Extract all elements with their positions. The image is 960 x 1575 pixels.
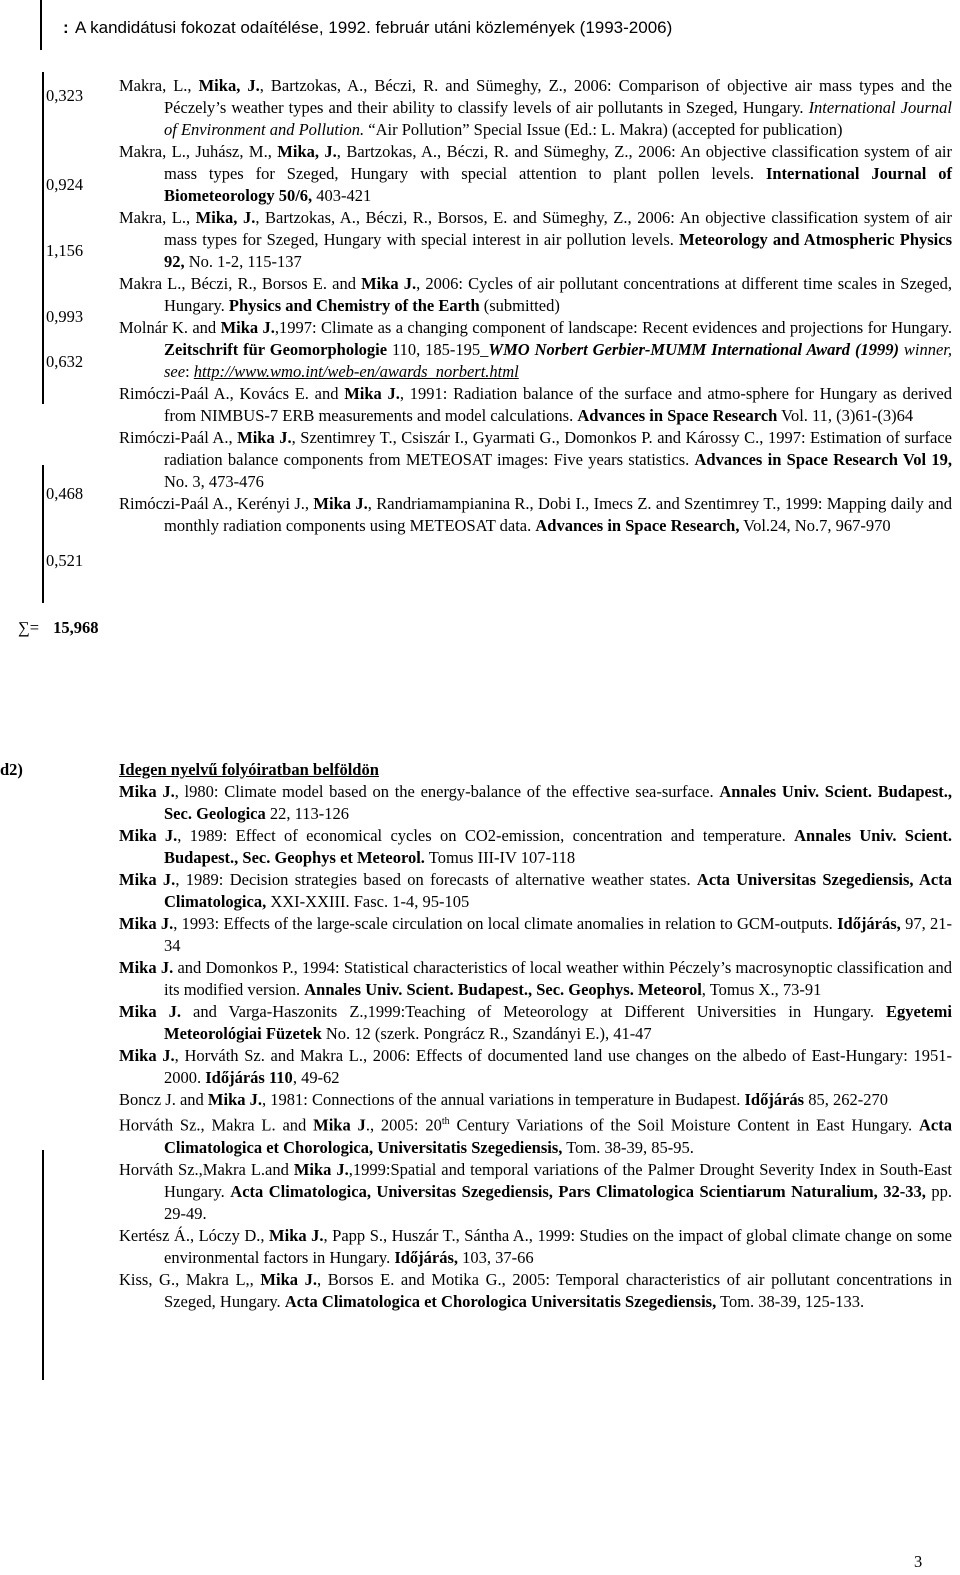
- entry-text: Makra L., Béczi, R., Borsos E. and: [119, 274, 362, 293]
- entry-text: Acta Climatologica, Universitas Szegediensis, Pars Climatologica Scientiarum Naturalium, 32-33,: [230, 1181, 926, 1201]
- entry-text: 403-421: [312, 186, 372, 205]
- entry-text: Mika J.: [361, 274, 417, 293]
- entry-text: ,1997: Climate as a changing component of landscape: Recent evidences and projections for Hungary.: [274, 318, 952, 337]
- entry-text: International Journal of Biometeorology 50/6,: [164, 164, 952, 205]
- entry-text: Meteorology and Atmospheric Physics 92,: [164, 230, 953, 271]
- entry-text: No. 1-2, 115-137: [184, 252, 302, 271]
- entry-text: Horváth Sz.,Makra L.and: [119, 1159, 294, 1179]
- entry-text: Időjárás: [744, 1090, 805, 1109]
- impact-score: 0,632: [46, 352, 84, 371]
- entry-text: Mika J: [313, 1115, 366, 1135]
- entry-text: Mika, J.: [277, 142, 337, 161]
- entry-text: pp. 29-49.: [164, 1181, 953, 1223]
- publication-entry: [119, 383, 952, 427]
- entry-text: 85, 262-270: [804, 1090, 888, 1109]
- publication-entry: [119, 825, 952, 869]
- entry-text: and Varga-Haszonits Z.,1999:Teaching of Meteorology at Different Universities in Hungary.: [180, 1002, 887, 1021]
- entry-text: Molnár K. and: [119, 318, 221, 337]
- section-heading: Idegen nyelvű folyóiratban belföldön: [119, 760, 379, 779]
- entry-text: Mika J.: [119, 958, 174, 977]
- entry-text: Century Variations of the Soil Moisture Content in East Hungary.: [449, 1115, 920, 1135]
- publication-entry: [119, 781, 952, 825]
- entry-text: Annales Univ. Scient. Budapest., Sec. Geophys et Meteorol.: [164, 826, 952, 867]
- score-column-rule-2: [42, 465, 44, 603]
- entry-text: Vol.24, No.7, 967-970: [739, 516, 891, 535]
- sum-symbol: ∑=: [18, 618, 40, 637]
- impact-score: 1,156: [46, 241, 84, 260]
- entry-text: Egyetemi Meteorológiai Füzetek: [164, 1002, 952, 1043]
- entry-text: Mika J.: [119, 1002, 181, 1021]
- entry-text: WMO Norbert Gerbier-MUMM International Award (1999): [488, 340, 899, 359]
- publication-list-b: [119, 781, 952, 1313]
- entry-text: , 49-62: [292, 1068, 340, 1087]
- entry-text: Mika J.: [344, 384, 400, 403]
- publication-entry: [119, 75, 952, 141]
- entry-text: , Bartzokas, A., Béczi, R. and Sümeghy, Z., 2006: Comparison of objective air mass types and the Péczely’s weather types and their ability to classify levels of air pollutants in Szeged, Hungary.: [164, 76, 952, 117]
- publication-entry: [119, 427, 952, 493]
- publication-entry: [119, 1045, 952, 1089]
- entry-text: Mika J.: [119, 826, 178, 845]
- entry-text: , 1993: Effects of the large-scale circulation on local climate anomalies in relation to GCM-outputs.: [173, 914, 838, 933]
- entry-text: (submitted): [479, 296, 560, 315]
- publication-entry: [119, 869, 952, 913]
- entry-text: Mika J.: [260, 1269, 317, 1289]
- entry-text: Mika, J.: [198, 76, 260, 95]
- entry-text: Advances in Space Research Vol 19,: [694, 450, 953, 469]
- entry-text: Mika J.: [269, 1225, 324, 1245]
- publication-entry: [119, 1001, 952, 1045]
- section-label: d2): [0, 760, 23, 779]
- entry-text: Advances in Space Research: [577, 406, 778, 425]
- entry-text: , 1989: Decision strategies based on forecasts of alternative weather states.: [175, 870, 697, 889]
- publication-entry: [119, 1225, 952, 1269]
- entry-text: Rimóczi-Paál A., Kerényi J.,: [119, 494, 314, 513]
- entry-text: Mika J.: [293, 1159, 349, 1179]
- entry-text: th: [441, 1116, 450, 1127]
- entry-text: Mika J.: [119, 914, 174, 933]
- entry-text: , Szentimrey T., Csiszár I., Gyarmati G., Domonkos P. and Károssy C., 1997: Estimation of surface radiation balance components from METEOSAT images: Five years statistics.: [164, 428, 952, 469]
- entry-text: Mika J.: [220, 318, 275, 337]
- publication-entry: [119, 1111, 952, 1159]
- entry-text: Időjárás,: [837, 914, 901, 933]
- entry-text: Makra, L.,: [119, 76, 199, 95]
- publication-entry: [119, 1089, 952, 1111]
- entry-text: , 1991: Radiation balance of the surface and atmo-sphere for Hungary as derived from NIMBUS-7 ERB measurements and model calculations.: [164, 384, 953, 425]
- entry-text: Mika J.: [237, 428, 292, 447]
- entry-text: Mika J.: [207, 1090, 262, 1109]
- entry-text: , Horváth Sz. and Makra L., 2006: Effects of documented land use changes on the albedo of East-Hungary: 1951-2000.: [164, 1046, 952, 1087]
- entry-text: Mika J.: [119, 782, 175, 801]
- entry-text: , Borsos E. and Motika G., 2005: Temporal characteristics of air pollutant concentrations in Szeged, Hungary.: [164, 1269, 952, 1311]
- entry-text: , Tomus X., 73-91: [701, 980, 822, 999]
- entry-text: XXI-XXIII. Fasc. 1-4, 95-105: [266, 892, 470, 911]
- entry-text: 22, 113-126: [265, 804, 349, 823]
- entry-text: :: [185, 362, 194, 381]
- entry-text: 103, 37-66: [458, 1247, 534, 1267]
- entry-text: No. 3, 473-476: [164, 472, 264, 491]
- entry-text: 97, 21-34: [164, 914, 952, 955]
- entries-b-rule: [42, 1150, 44, 1380]
- entry-text: Mika, J.: [195, 208, 256, 227]
- entry-text: Mika J.: [313, 494, 368, 513]
- entry-text: Kertész Á., Lóczy D.,: [119, 1225, 270, 1245]
- entry-text: International Journal of Environment and Pollution.: [164, 98, 953, 139]
- impact-score: 0,924: [46, 175, 84, 194]
- entry-text: Boncz J. and: [119, 1090, 208, 1109]
- publication-entry: [119, 493, 952, 537]
- publication-entry: [119, 1269, 952, 1313]
- publication-entry: [119, 207, 952, 273]
- publication-entry: [119, 1159, 952, 1225]
- entry-text: , Bartzokas, A., Béczi, R., Borsos, E. and Sümeghy, Z., 2006: An objective classification system of air mass types for Szeged, Hungary with special interest in air pollution levels.: [164, 208, 952, 249]
- entry-text: Tom. 38-39, 125-133.: [716, 1291, 865, 1311]
- header-title: A kandidátusi fokozat odaítélése, 1992. február utáni közlemények (1993-2006): [75, 18, 673, 37]
- header: [40, 0, 673, 50]
- entry-text: Makra, L., Juhász, M.,: [119, 142, 278, 161]
- entry-text: Physics and Chemistry of the Earth: [228, 296, 480, 315]
- entry-text: winner, see: [164, 340, 952, 381]
- page-number: 3: [914, 1552, 923, 1571]
- publication-entry: [119, 957, 952, 1001]
- entry-text: Annales Univ. Scient. Budapest., Sec. Geophys. Meteorol: [304, 980, 702, 999]
- entry-text: Mika J.: [119, 1046, 175, 1065]
- impact-score: 0,323: [46, 86, 84, 105]
- entry-text: , Bartzokas, A., Béczi, R. and Sümeghy, Z., 2006: An objective classification system of air mass types for Szeged, Hungary with special attention to plant pollen levels.: [164, 142, 952, 183]
- entry-text: Időjárás 110: [205, 1068, 293, 1087]
- entry-text: , Papp S., Huszár T., Sántha A., 1999: Studies on the impact of global climate change on some environmental factors in Hungary.: [164, 1225, 952, 1267]
- entry-text: Acta Climatologica et Chorologica, Universitatis Szegediensis,: [164, 1115, 952, 1157]
- entry-text: Acta Universitas Szegediensis, Acta Climatologica,: [164, 870, 952, 911]
- publication-entry: [119, 317, 952, 383]
- entry-text: Rimóczi-Paál A., Kovács E. and: [119, 384, 345, 403]
- entry-text[interactable]: http://www.wmo.int/web-en/awards_norbert.html: [193, 362, 519, 381]
- publication-entry: [119, 141, 952, 207]
- entry-text: Vol. 11, (3)61-(3)64: [777, 406, 914, 425]
- entry-text: Annales Univ. Scient. Budapest., Sec. Geologica: [164, 782, 953, 823]
- impact-sum: [18, 618, 98, 638]
- entry-text: Horváth Sz., Makra L. and: [119, 1115, 314, 1135]
- entry-text: Kiss, G., Makra L,,: [119, 1269, 261, 1289]
- entry-text: Acta Climatologica et Chorologica Universitatis Szegediensis,: [284, 1291, 717, 1311]
- publication-entry: [119, 913, 952, 957]
- entry-text: ,1999:Spatial and temporal variations of the Palmer Drought Severity Index in South-East Hungary.: [164, 1159, 952, 1201]
- impact-score: 0,468: [46, 484, 84, 503]
- score-column-rule-1: [42, 72, 44, 404]
- entry-text: , 2006: Cycles of air pollutant concentrations at different time scales in Szeged, Hungary.: [164, 274, 953, 315]
- entry-text: , 1989: Effect of economical cycles on CO2-emission, concentration and temperature.: [177, 826, 795, 845]
- entry-text: and Domonkos P., 1994: Statistical characteristics of local weather within Péczely’s macrosynoptic classification and its modified version.: [164, 958, 952, 999]
- entry-text: Zeitschrift für Geomorphologie: [164, 340, 388, 359]
- entry-text: ., 2005: 20: [365, 1115, 442, 1135]
- header-colon: :: [63, 18, 69, 37]
- entry-text: Tom. 38-39, 85-95.: [562, 1137, 694, 1157]
- impact-score: 0,993: [46, 307, 84, 326]
- entry-text: Advances in Space Research,: [535, 516, 740, 535]
- entry-text: Rimóczi-Paál A.,: [119, 428, 238, 447]
- entry-text: Mika J.: [119, 870, 176, 889]
- sum-value: 15,968: [53, 618, 99, 637]
- publication-entry: [119, 273, 952, 317]
- publication-list-a: [119, 75, 952, 537]
- entry-text: Makra, L.,: [119, 208, 196, 227]
- entry-text: Időjárás,: [394, 1247, 459, 1267]
- entry-text: Tomus III-IV 107-118: [424, 848, 576, 867]
- entry-text: , Randriamampianina R., Dobi I., Imecs Z. and Szentimrey T., 1999: Mapping daily and monthly radiation components using METEOSAT data.: [164, 494, 952, 535]
- entry-text: “Air Pollution” Special Issue (Ed.: L. Makra) (accepted for publication): [364, 120, 843, 139]
- entry-text: , l980: Climate model based on the energy-balance of the effective sea-surface.: [174, 782, 720, 801]
- entry-text: No. 12 (szerk. Pongrácz R., Szandányi E.), 41-47: [321, 1024, 652, 1043]
- impact-score: 0,521: [46, 551, 84, 570]
- entry-text: 110, 185-195_: [387, 340, 489, 359]
- entry-text: , 1981: Connections of the annual variations in temperature in Budapest.: [262, 1090, 745, 1109]
